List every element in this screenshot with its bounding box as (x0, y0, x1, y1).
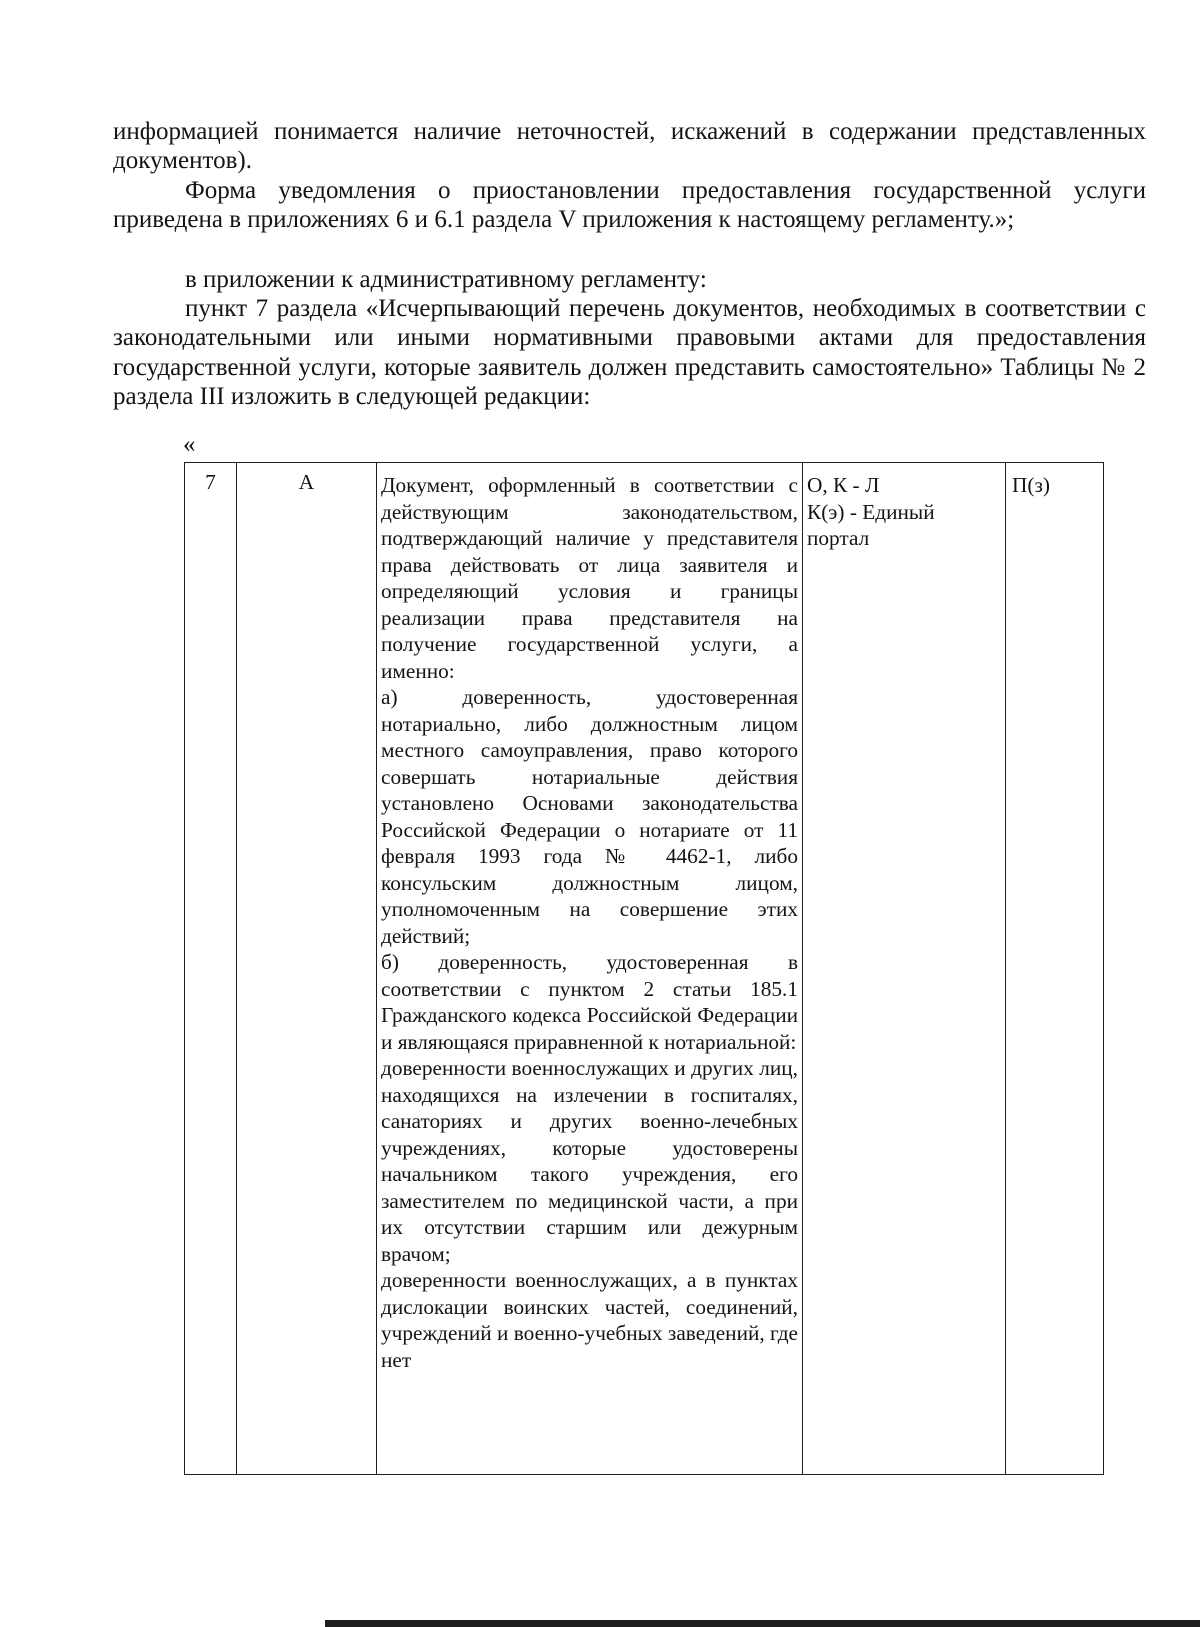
row-description (377, 463, 803, 1475)
paragraph-appendix-intro: в приложении к административному регламенту: (185, 266, 707, 293)
row-note: П(з) (1006, 463, 1104, 1475)
description-intro: Документ, оформленный в соответствии с действующим законодательством, подтверждающий наличие у представителя права действовать от лица заявителя и определяющий условия и границы реализации права представителя на получение государственной услуги, а именно: (381, 473, 798, 683)
paragraph-item-7-change: пункт 7 раздела «Исчерпывающий перечень документов, необходимых в соответствии с законодательными или иными нормативными правовыми актами для предоставления государственной услуги, которые заявитель должен представить самостоятельно» Таблицы № 2 раздела III изложить в следующей редакции: (113, 295, 1146, 411)
paragraph-notification-form: Форма уведомления о приостановлении предоставления государственной услуги приведена в приложениях 6 и 6.1 раздела V приложения к настоящему регламенту.»; (113, 177, 1146, 234)
paragraph-continuation: информацией понимается наличие неточностей, искажений в содержании представленных документов). (113, 118, 1146, 175)
description-item-a: а) доверенность, удостоверенная нотариально, либо должностным лицом местного самоуправления, право которого совершать нотариальные действия установлено Основами законодательства Российской Федерации о нотариате от 11 февраля 1993 года № 4462-1, либо консульским должностным лицом, уполномоченным на совершение этих действий; (381, 685, 798, 948)
description-subitem-2: доверенности военнослужащих, а в пунктах дислокации воинских частей, соединений, учреждений и военно-учебных заведений, где нет (381, 1268, 798, 1372)
row-submission-form (803, 463, 1006, 1475)
row-number: 7 (185, 463, 237, 1475)
bottom-scan-edge (325, 1620, 1200, 1627)
documents-table (184, 462, 1104, 1475)
table-row (185, 463, 1104, 1475)
opening-quote-mark: « (183, 431, 196, 458)
form-line-2: К(э) - Единый портал (807, 499, 935, 550)
description-item-b: б) доверенность, удостоверенная в соответствии с пунктом 2 статьи 185.1 Гражданского кодекса Российской Федерации и являющаяся приравненной к нотариальной: (381, 950, 798, 1054)
description-subitem-1: доверенности военнослужащих и других лиц, находящихся на излечении в госпиталях, санаториях и других военно-лечебных учреждениях, которые удостоверены начальником такого учреждения, его заместителем по медицинской части, а при их отсутствии старшим или дежурным врачом; (381, 1056, 798, 1266)
form-line-1: О, К - Л (807, 473, 880, 497)
row-category: А (237, 463, 377, 1475)
